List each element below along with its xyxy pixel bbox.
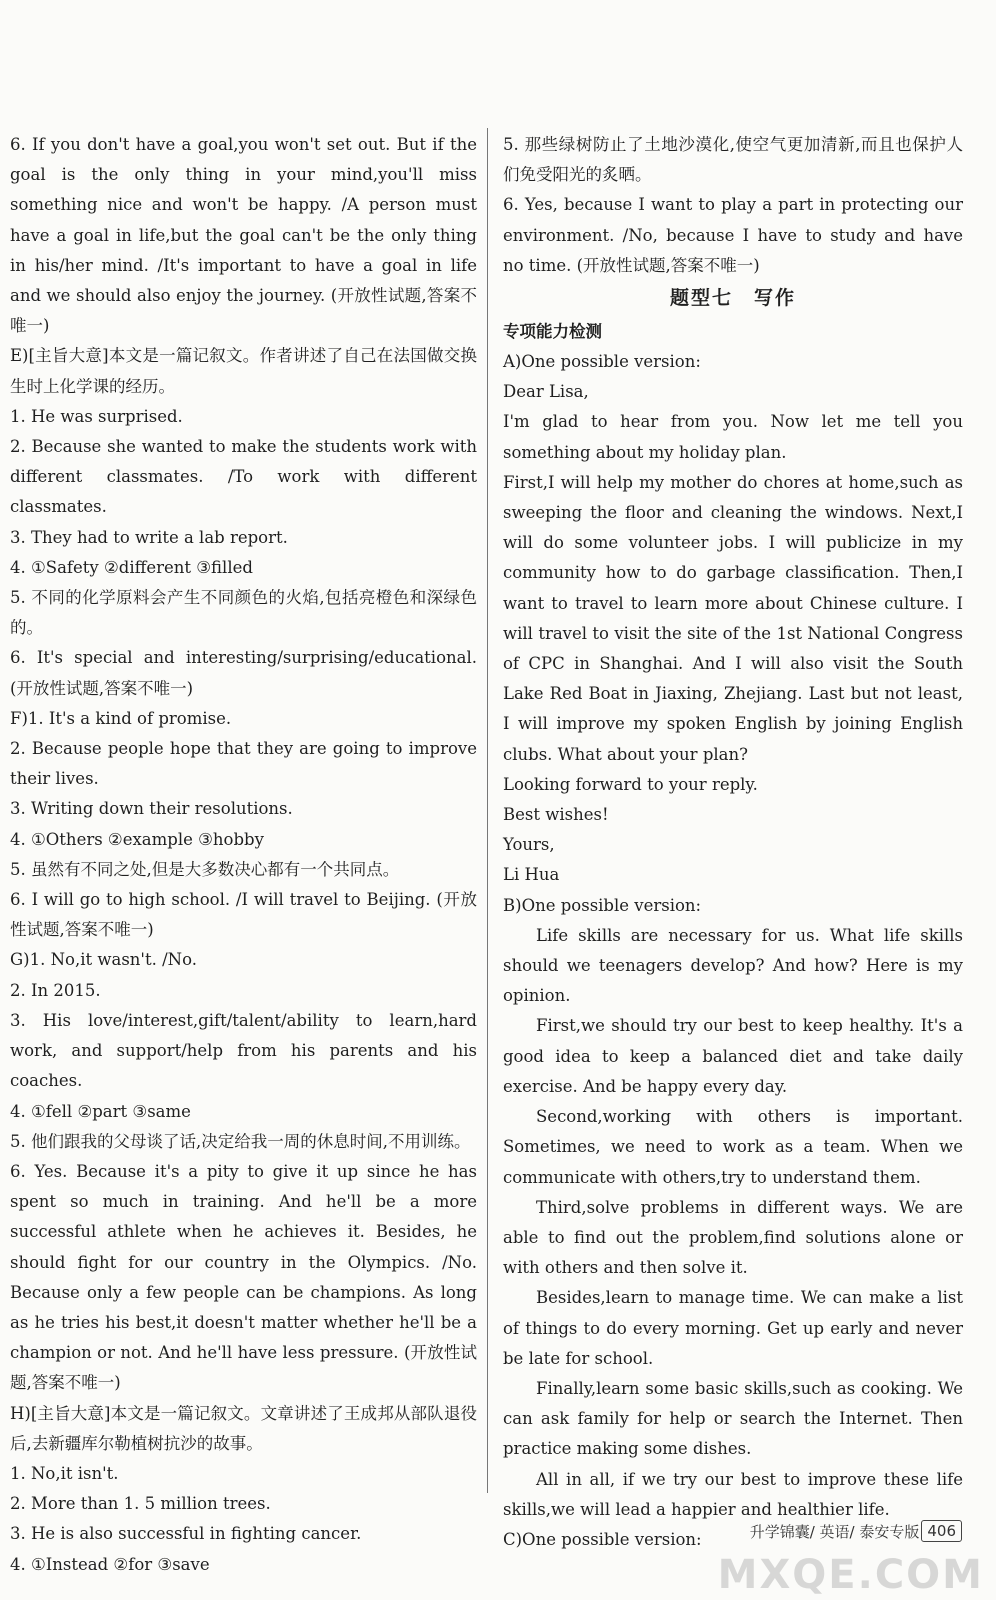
left-answer-column	[10, 130, 477, 1580]
answer-line: 6. It's special and interesting/surprising/educational. (开放性试题,答案不唯一)	[10, 648, 477, 698]
essay-paragraph: Best wishes!	[503, 805, 609, 825]
answer-line: 5. 那些绿树防止了土地沙漠化,使空气更加清新,而且也保护人们免受阳光的炙晒。	[503, 135, 963, 185]
essay-paragraph: All in all, if we try our best to improve these life skills,we will lead a happier and healthier life.	[503, 1469, 963, 1519]
essay-paragraph: Li Hua	[503, 865, 560, 885]
essay-paragraph: First,I will help my mother do chores at home,such as sweeping the floor and cleaning the windows. Next,I will do some volunteer jobs. I will publicize in my community how to do garbage classification. Then,I want to travel to learn more about Chinese culture. I will travel to visit the site of the 1st National Congress of CPC in Shanghai. And I will also visit the South Lake Red Boat in Jiaxing, Zhejiang. Last but not least, I will improve my spoken English by joining English clubs. What about your plan?	[503, 472, 963, 764]
answer-line: 4. ①Others ②example ③hobby	[10, 829, 264, 849]
answer-line: 6. Yes, because I want to play a part in protecting our environment. /No, because I have to study and have no time. (开放性试题,答案不唯一)	[503, 195, 963, 275]
answer-line: 1. He was surprised.	[10, 406, 183, 426]
answer-line: F)1. It's a kind of promise.	[10, 708, 232, 728]
footer-label: 升学锦囊/ 英语/ 泰安专版	[749, 1522, 920, 1541]
answer-line: 5. 不同的化学原料会产生不同颜色的火焰,包括亮橙色和深绿色的。	[10, 588, 477, 638]
answer-line: 6. I will go to high school. /I will travel to Beijing. (开放性试题,答案不唯一)	[10, 890, 477, 940]
right-top-answers	[503, 130, 963, 281]
essay-paragraph: Besides,learn to manage time. We can make a list of things to do every morning. Get up early and never be late for school.	[503, 1288, 963, 1368]
answer-line: 3. Writing down their resolutions.	[10, 799, 293, 819]
essay-paragraph: Looking forward to your reply.	[503, 774, 758, 794]
answer-line: 5. 虽然有不同之处,但是大多数决心都有一个共同点。	[10, 859, 400, 879]
answer-line: 2. More than 1. 5 million trees.	[10, 1494, 271, 1514]
answer-line: H)[主旨大意]本文是一篇记叙文。文章讲述了王成邦从部队退役后,去新疆库尔勒植树抗沙的故事。	[10, 1403, 477, 1453]
answer-line: 3. His love/interest,gift/talent/ability to learn,hard work, and support/help from his parents and his coaches.	[10, 1010, 477, 1091]
essay-paragraph: Third,solve problems in different ways. We are able to find out the problem,find solutions alone or with others and then solve it.	[503, 1197, 963, 1278]
answer-line: 6. Yes. Because it's a pity to give it up since he has spent so much in training. And he'll be a more successful athlete when he achieves it. Besides, he should fight for our country in the Olympics. /No. Because only a few people can be champions. As long as he tries his best,it doesn't matter whether he'll be a champion or not. And he'll have less pressure. (开放性试题,答案不唯一)	[10, 1161, 477, 1393]
essay-paragraph: Finally,learn some basic skills,such as cooking. We can ask family for help or search the Internet. Then practice making some dishes.	[503, 1378, 963, 1459]
answer-line: 2. Because she wanted to make the students work with different classmates. /To work with different classmates.	[10, 437, 477, 517]
page-number: 406	[921, 1520, 962, 1542]
essay-paragraph: A)One possible version:	[503, 352, 701, 372]
answer-line: 3. He is also successful in fighting cancer.	[10, 1524, 362, 1544]
section-title: 题型七 写作	[669, 287, 796, 310]
essay-paragraph: First,we should try our best to keep healthy. It's a good idea to keep a balanced diet and take daily exercise. And be happy every day.	[503, 1016, 963, 1096]
essay-paragraph: Life skills are necessary for us. What life skills should we teenagers develop? And how? Here is my opinion.	[503, 925, 963, 1006]
essay-paragraph: Yours,	[503, 835, 555, 855]
answer-line: 4. ①Instead ②for ③save	[10, 1554, 210, 1574]
answer-line: 2. In 2015.	[10, 980, 101, 1000]
essay-paragraph: I'm glad to hear from you. Now let me tell you something about my holiday plan.	[503, 412, 963, 462]
writing-samples	[503, 347, 963, 1555]
answer-line: G)1. No,it wasn't. /No.	[10, 950, 197, 970]
right-answer-column	[503, 130, 963, 1555]
answer-line: 5. 他们跟我的父母谈了话,决定给我一周的休息时间,不用训练。	[10, 1131, 471, 1151]
sub-title: 专项能力检测	[503, 322, 602, 342]
page-footer	[750, 1520, 962, 1542]
answer-line: 1. No,it isn't.	[10, 1463, 119, 1483]
column-divider	[487, 128, 488, 1493]
essay-paragraph: Second,working with others is important. Sometimes, we need to work as a team. When we communicate with others,try to understand them.	[503, 1107, 963, 1187]
answer-line: 2. Because people hope that they are going to improve their lives.	[10, 739, 477, 789]
essay-paragraph: B)One possible version:	[503, 895, 702, 915]
answer-line: E)[主旨大意]本文是一篇记叙文。作者讲述了自己在法国做交换生时上化学课的经历。	[10, 346, 477, 396]
answer-line: 4. ①fell ②part ③same	[10, 1101, 191, 1121]
essay-paragraph: Dear Lisa,	[503, 382, 589, 402]
answer-line: 4. ①Safety ②different ③filled	[10, 557, 253, 577]
answer-line: 3. They had to write a lab report.	[10, 527, 288, 547]
answer-line: 6. If you don't have a goal,you won't set out. But if the goal is the only thing in your mind,you'll miss something nice and won't be happy. /A person must have a goal in life,but the goal can't be the only thing in his/her mind. /It's important to have a goal in life and we should also enjoy the journey. (开放性试题,答案不唯一)	[10, 135, 477, 336]
essay-paragraph: C)One possible version:	[503, 1529, 702, 1549]
watermark: MXQE.COM	[717, 1552, 984, 1598]
